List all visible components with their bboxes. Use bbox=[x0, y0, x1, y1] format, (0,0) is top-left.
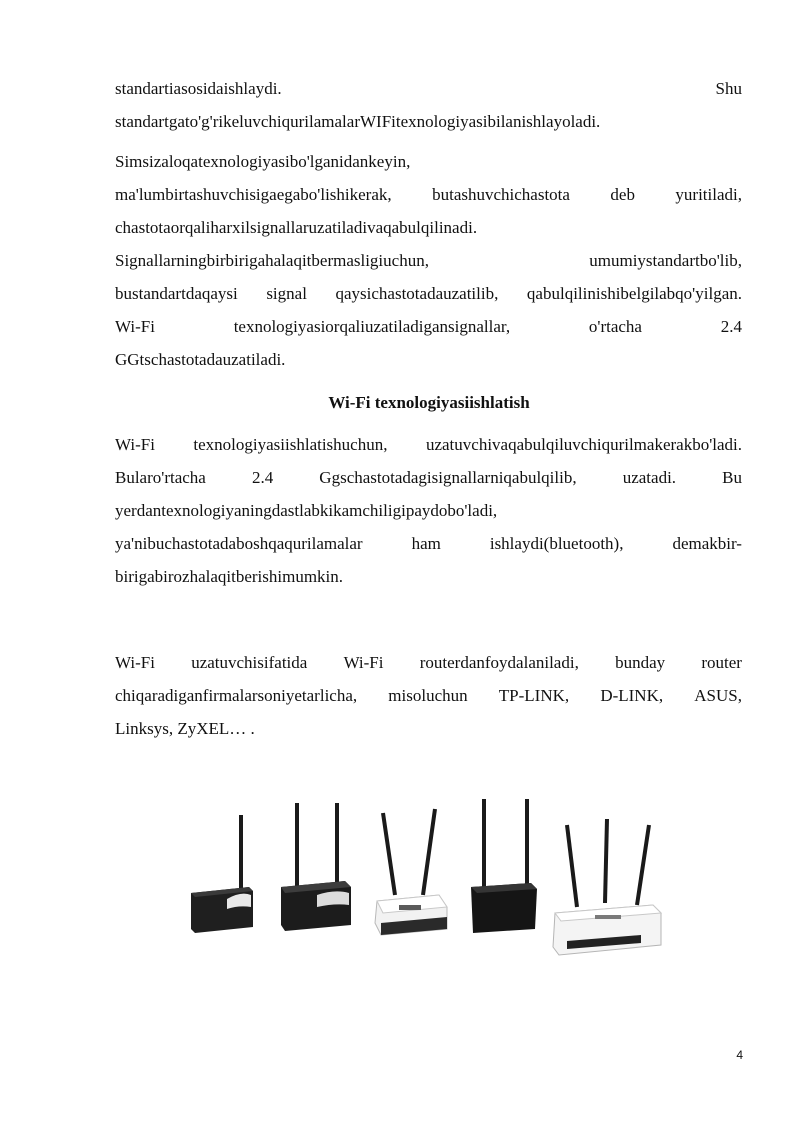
text-word: ASUS, bbox=[694, 686, 742, 705]
text-line bbox=[115, 718, 742, 740]
text-word: 2.4 bbox=[251, 468, 274, 487]
text-word: yuritiladi, bbox=[675, 185, 742, 204]
router-icon bbox=[375, 809, 447, 935]
text-word: Wi-Fi bbox=[115, 653, 155, 672]
text-word: routerdanfoydalaniladi, bbox=[419, 653, 579, 672]
page-number: 4 bbox=[736, 1048, 743, 1062]
text-word: texnologiyasiishlatishuchun, bbox=[193, 435, 388, 454]
text-word: standartgato'g'rikeluvchiqurilamalarWIFitexnologiyasibilanishlayoladi. bbox=[115, 112, 601, 131]
text-word: yerdantexnologiyaningdastlabkikamchiligipaydobo'ladi, bbox=[115, 501, 498, 520]
text-line bbox=[115, 283, 742, 305]
text-word: chiqaradiganfirmalarsoniyetarlicha, bbox=[115, 686, 358, 705]
text-word: Linksys, ZyXEL… . bbox=[115, 719, 255, 738]
text-line bbox=[115, 434, 742, 456]
text-word: demakbir- bbox=[672, 534, 742, 553]
text-word: chastotaorqaliharxilsignallaruzatiladivaqabulqilinadi. bbox=[115, 218, 478, 237]
text-word: birigabirozhalaqitberishimumkin. bbox=[115, 567, 344, 586]
text-word: qabulqilinishibelgilabqo'yilgan. bbox=[526, 284, 742, 303]
text-word: ham bbox=[411, 534, 441, 553]
routers-image bbox=[185, 795, 665, 965]
text-word: ishlaydi(bluetooth), bbox=[489, 534, 624, 553]
text-word: uzatuvchisifatida bbox=[191, 653, 308, 672]
text-word: bustandartdaqaysi bbox=[115, 284, 238, 303]
text-word: umumiystandartbo'lib, bbox=[589, 251, 742, 270]
text-line bbox=[115, 533, 742, 555]
text-line bbox=[115, 184, 742, 206]
text-word: uzatadi. bbox=[622, 468, 677, 487]
text-word: Simsizaloqatexnologiyasibo'lganidankeyin, bbox=[115, 152, 411, 171]
text-line bbox=[115, 566, 742, 588]
text-word: Wi-Fi bbox=[343, 653, 384, 672]
text-line bbox=[115, 685, 742, 707]
text-word: Wi-Fi bbox=[115, 317, 155, 336]
text-word: signal bbox=[266, 284, 307, 303]
text-word: texnologiyasiorqaliuzatiladigansignallar, bbox=[233, 317, 511, 336]
text-line bbox=[115, 111, 742, 133]
text-word: deb bbox=[610, 185, 635, 204]
section-heading: Wi-Fi texnologiyasiishlatish bbox=[328, 393, 530, 412]
text-word: Ggschastotadagisignallarniqabulqilib, bbox=[319, 468, 577, 487]
text-line bbox=[115, 349, 742, 371]
text-word: Shu bbox=[715, 79, 742, 98]
text-word: 2.4 bbox=[720, 317, 742, 336]
router-icon bbox=[471, 799, 537, 933]
text-line bbox=[115, 151, 742, 173]
text-word: standartiasosidaishlaydi. bbox=[115, 79, 282, 98]
text-word: Bu bbox=[722, 468, 742, 487]
text-word: Signallarningbirbirigahalaqitbermasligiuchun, bbox=[115, 251, 429, 270]
router-icon bbox=[553, 819, 661, 955]
text-line bbox=[115, 316, 742, 338]
text-line bbox=[115, 78, 742, 100]
text-word: Bularo'rtacha bbox=[115, 468, 206, 487]
text-line bbox=[115, 500, 742, 522]
text-word: o'rtacha bbox=[588, 317, 642, 336]
router-icon bbox=[281, 803, 351, 931]
text-word: uzatuvchivaqabulqiluvchiqurilmakerakbo'ladi. bbox=[425, 435, 742, 454]
text-line bbox=[115, 652, 742, 674]
text-word: bunday bbox=[615, 653, 666, 672]
text-line bbox=[115, 467, 742, 489]
text-word: ma'lumbirtashuvchisigaegabo'lishikerak, bbox=[115, 185, 392, 204]
text-word: TP-LINK, bbox=[498, 686, 570, 705]
text-word: GGtschastotadauzatiladi. bbox=[115, 350, 286, 369]
text-word: router bbox=[701, 653, 742, 672]
text-line bbox=[115, 217, 742, 239]
text-word: D-LINK, bbox=[600, 686, 664, 705]
text-word: ya'nibuchastotadaboshqaqurilamalar bbox=[115, 534, 363, 553]
text-word: qaysichastotadauzatilib, bbox=[335, 284, 499, 303]
text-line bbox=[115, 250, 742, 272]
text-word: Wi-Fi bbox=[115, 435, 155, 454]
text-word: butashuvchichastota bbox=[432, 185, 570, 204]
router-icon bbox=[191, 815, 253, 933]
text-word: misoluchun bbox=[388, 686, 468, 705]
